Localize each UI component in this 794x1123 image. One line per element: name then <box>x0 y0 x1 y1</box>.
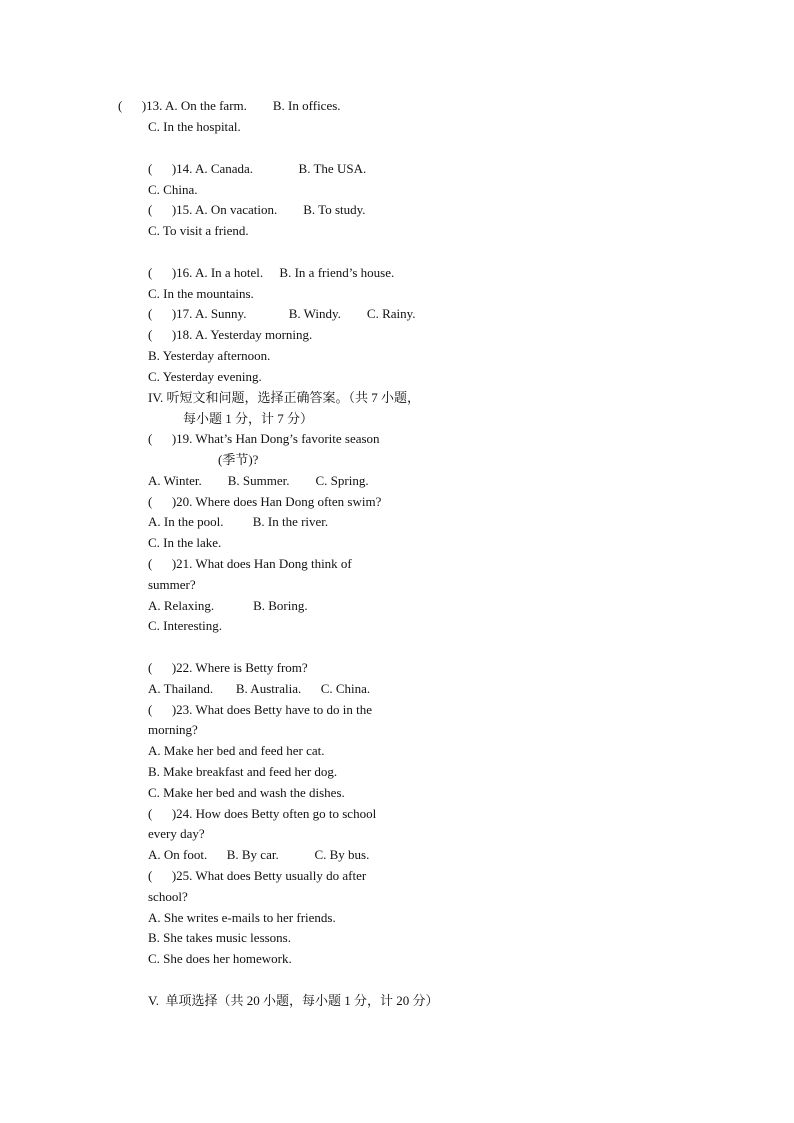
q18-option-b: B. Yesterday afternoon. <box>148 348 271 363</box>
q21-line: ( )21. What does Han Dong think of <box>148 556 352 571</box>
section-v-heading: V. 单项选择（共 20 小题，每小题 1 分，计 20 分） <box>148 993 439 1008</box>
q17-line: ( )17. A. Sunny. B. Windy. C. Rainy. <box>148 306 416 321</box>
q24-line: ( )24. How does Betty often go to school <box>148 806 377 821</box>
q23-option-a: A. Make her bed and feed her cat. <box>148 743 325 758</box>
q13-option-c: C. In the hospital. <box>148 119 241 134</box>
q20-line: ( )20. Where does Han Dong often swim? <box>148 494 382 509</box>
q19-options: A. Winter. B. Summer. C. Spring. <box>148 473 369 488</box>
q16-option-c: C. In the mountains. <box>148 286 254 301</box>
q22-line: ( )22. Where is Betty from? <box>148 660 308 675</box>
q24-options: A. On foot. B. By car. C. By bus. <box>148 847 370 862</box>
q23-line-cont: morning? <box>148 722 198 737</box>
q14-line: ( )14. A. Canada. B. The USA. <box>148 161 367 176</box>
q21-line-cont: summer? <box>148 577 196 592</box>
q23-line: ( )23. What does Betty have to do in the <box>148 702 372 717</box>
q21-option-c: C. Interesting. <box>148 618 223 633</box>
q19-line: ( )19. What’s Han Dong’s favorite season <box>148 431 380 446</box>
q24-line-cont: every day? <box>148 826 205 841</box>
q25-option-a: A. She writes e-mails to her friends. <box>148 910 336 925</box>
q25-line: ( )25. What does Betty usually do after <box>148 868 367 883</box>
q20-option-c: C. In the lake. <box>148 535 222 550</box>
q15-option-c: C. To visit a friend. <box>148 223 249 238</box>
section-iv-heading-cont: 每小题 1 分，计 7 分） <box>183 411 314 426</box>
q14-option-c: C. China. <box>148 182 198 197</box>
q23-option-b: B. Make breakfast and feed her dog. <box>148 764 338 779</box>
q20-options-ab: A. In the pool. B. In the river. <box>148 514 329 529</box>
q23-option-c: C. Make her bed and wash the dishes. <box>148 785 345 800</box>
q13-line: ( )13. A. On the farm. B. In offices. <box>118 98 341 113</box>
q25-option-c: C. She does her homework. <box>148 951 292 966</box>
q25-line-cont: school? <box>148 889 188 904</box>
q18-option-c: C. Yesterday evening. <box>148 369 262 384</box>
q16-line: ( )16. A. In a hotel. B. In a friend’s house. <box>148 265 395 280</box>
q19-line-cont: (季节)? <box>218 452 259 467</box>
q25-option-b: B. She takes music lessons. <box>148 930 291 945</box>
q22-options: A. Thailand. B. Australia. C. China. <box>148 681 371 696</box>
q21-options-ab: A. Relaxing. B. Boring. <box>148 598 308 613</box>
q18-line: ( )18. A. Yesterday morning. <box>148 327 313 342</box>
q15-line: ( )15. A. On vacation. B. To study. <box>148 202 366 217</box>
section-iv-heading: IV. 听短文和问题，选择正确答案。（共 7 小题， <box>148 390 421 405</box>
